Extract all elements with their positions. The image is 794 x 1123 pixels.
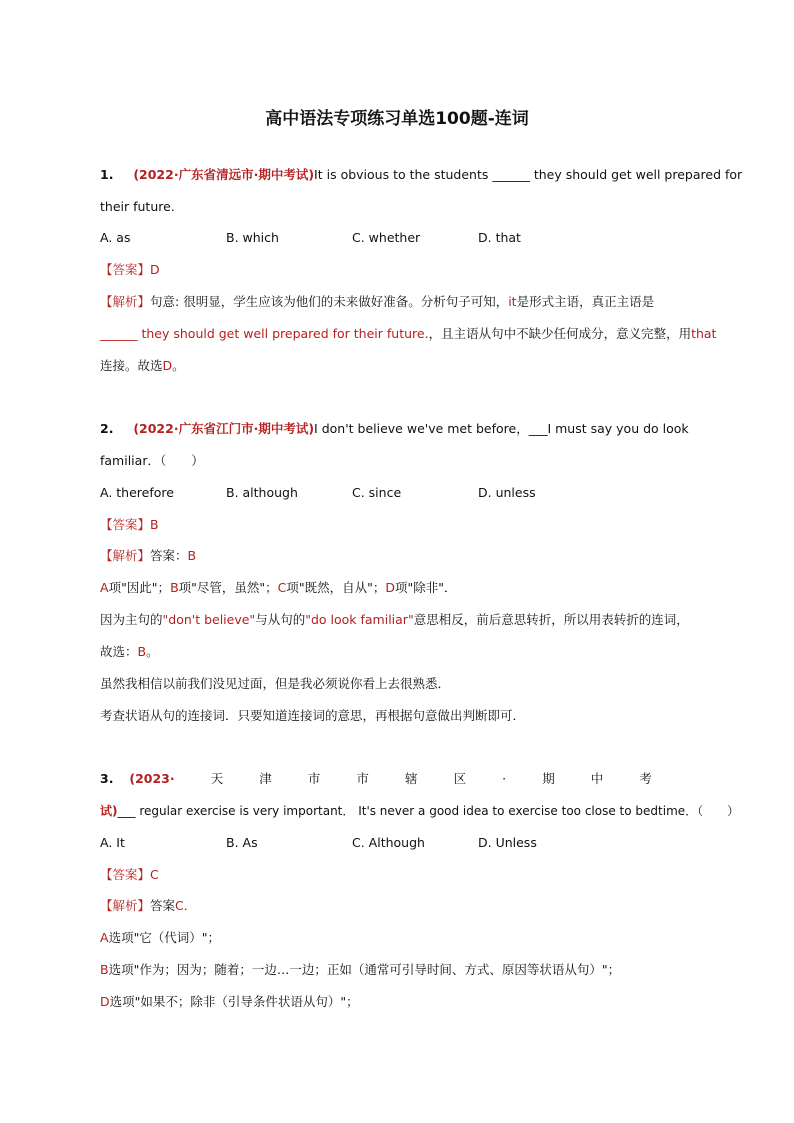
q3-option-b: B. As: [226, 835, 258, 850]
q2-option-b: B. although: [226, 485, 298, 500]
q2-analysis-head-choice: B: [187, 548, 197, 563]
q3-source-7: ·: [502, 771, 507, 786]
q3-source-8: 期: [542, 771, 555, 786]
q1-answer-label: 【答案】: [100, 262, 151, 277]
q2-answer-value: B: [150, 517, 159, 532]
q3-source-2: 津: [259, 771, 272, 786]
q1-option-d: D. that: [478, 230, 521, 245]
q3-analysis-line1: [100, 896, 722, 916]
q2-l2-a: 因为主句的: [100, 612, 163, 627]
q2-l1-e: C: [277, 580, 287, 595]
q2-analysis-head: 答案：: [150, 548, 188, 563]
q3-analysis-head: 答案: [150, 898, 176, 913]
q3-number-group: [100, 769, 175, 789]
q1-answer-value: D: [150, 262, 160, 277]
q2-stem-line1: [100, 419, 722, 439]
q1-option-b: B. which: [226, 230, 279, 245]
q1-answer: [100, 260, 722, 280]
q3-source-4: 市: [356, 771, 369, 786]
q1-number: 1.: [100, 167, 114, 182]
q3-number: 3.: [100, 771, 114, 786]
q3-stem-line1: [100, 769, 722, 789]
q3-analysis-label: 【解析】: [100, 898, 151, 913]
q3-analysis-b: [100, 960, 722, 980]
q3-lb-b: 选项"作为；因为；随着；一边…一边；正如（通常可引导时间、方式、原因等状语从句）"；: [108, 962, 621, 977]
q2-stem-b: familiar．（ ）: [100, 453, 204, 468]
q3-option-a: A. It: [100, 835, 125, 850]
q1-stem-b: their future.: [100, 199, 175, 214]
q3-ld-a: D: [100, 994, 110, 1009]
q3-answer-label: 【答案】: [100, 867, 151, 882]
q2-number: 2.: [100, 421, 114, 436]
q2-l1-a: A: [100, 580, 109, 595]
q3-option-d: D. Unless: [478, 835, 537, 850]
q1-analysis-text1: 句意: 很明显，学生应该为他们的未来做好准备。分析句子可知，: [150, 294, 509, 309]
q3-source-0: (2023·: [129, 771, 175, 786]
q1-analysis-text1c: 是形式主语，真正主语是: [516, 294, 655, 309]
q3-source-6: 区: [453, 771, 467, 786]
q3-source-10: 考: [639, 771, 652, 786]
q2-l1-d: 项"尽管，虽然"；: [178, 580, 278, 595]
q1-stem-line1: [100, 165, 743, 185]
q2-stem-a: I don't believe we've met before，___I must say you do look: [314, 421, 689, 436]
q2-answer: [100, 515, 722, 535]
q2-option-c: C. since: [352, 485, 402, 500]
q2-option-a: A. therefore: [100, 485, 174, 500]
q2-l2-e: 意思相反，前后意思转折，所以用表转折的连词，: [413, 612, 689, 627]
q3-source-end: 试): [100, 804, 118, 818]
q1-analysis-it: it: [508, 294, 517, 309]
q1-analysis-label: 【解析】: [100, 294, 151, 309]
q2-l2-b: "don't believe": [162, 612, 256, 627]
q3-analysis-d: [100, 992, 722, 1012]
q2-analysis-line3: [100, 610, 722, 630]
q3-answer: [100, 865, 722, 885]
q1-source: (2022·广东省清远市·期中考试): [133, 167, 315, 182]
q2-translation: 虽然我相信以前我们没见过面，但是我必须说你看上去很熟悉．: [100, 676, 451, 691]
q1-analysis-line2: [100, 324, 722, 344]
q3-source-5: 辖: [405, 771, 418, 786]
q1-analysis-line3: [100, 356, 722, 376]
q2-analysis-line1: [100, 546, 722, 566]
q2-l1-h: 项"除非"．: [395, 580, 457, 595]
q3-analysis-a: [100, 928, 722, 948]
q3-source-1: 天: [210, 771, 224, 786]
q2-l3-b: B: [137, 644, 147, 659]
q1-analysis-choice: D: [162, 358, 173, 373]
q1-analysis-line1: [100, 292, 722, 312]
q2-analysis-line4: [100, 642, 722, 662]
q3-stem-b: ___ regular exercise is very important． It's never a good idea to exercise too close to bedtime．（ ）: [117, 804, 740, 818]
q2-analysis-line2: [100, 578, 722, 598]
q1-analysis-text2: ，且主语从句中不缺少任何成分，意义完整，用: [428, 326, 692, 341]
q1-option-a: A. as: [100, 230, 131, 245]
q2-analysis-label: 【解析】: [100, 548, 151, 563]
q3-source-3: 市: [307, 771, 321, 786]
q2-l1-g: D: [385, 580, 396, 595]
q3-answer-value: C: [150, 867, 159, 882]
q2-l3-a: 故选：: [100, 644, 138, 659]
q3-source-9: 中: [590, 771, 604, 786]
q3-la-b: 选项"它（代词）"；: [108, 930, 221, 945]
q1-analysis-that: that: [691, 326, 717, 341]
q3-option-c: C. Although: [352, 835, 425, 850]
q2-l1-b: 项"因此"；: [108, 580, 171, 595]
q2-l1-c: B: [170, 580, 179, 595]
q1-analysis-end: 。: [172, 358, 185, 373]
q1-analysis-clause: ______ they should get well prepared for their future.: [100, 326, 429, 341]
q2-option-d: D. unless: [478, 485, 536, 500]
q1-analysis-text3: 连接。故选: [100, 358, 163, 373]
q1-stem-a: It is obvious to the students ______ they should get well prepared for: [314, 167, 743, 182]
q2-l3-c: 。: [146, 644, 159, 659]
q2-l1-f: 项"既然，自从"；: [286, 580, 386, 595]
q3-ld-b: 选项"如果不；除非（引导条件状语从句）"；: [109, 994, 359, 1009]
q2-l2-c: 与从句的: [255, 612, 306, 627]
q2-source: (2022·广东省江门市·期中考试): [133, 421, 315, 436]
q3-lb-a: B: [100, 962, 109, 977]
page-title: 高中语法专项练习单选100题-连词: [265, 109, 529, 129]
q3-la-a: A: [100, 930, 109, 945]
q2-l2-d: "do look familiar": [305, 612, 414, 627]
q2-answer-label: 【答案】: [100, 517, 151, 532]
q3-stem-line2: [100, 801, 740, 821]
q1-option-c: C. whether: [352, 230, 421, 245]
q3-analysis-head-choice: C．: [175, 898, 197, 913]
q2-summary: 考查状语从句的连接词．只要知道连接词的意思，再根据句意做出判断即可．: [100, 708, 526, 723]
